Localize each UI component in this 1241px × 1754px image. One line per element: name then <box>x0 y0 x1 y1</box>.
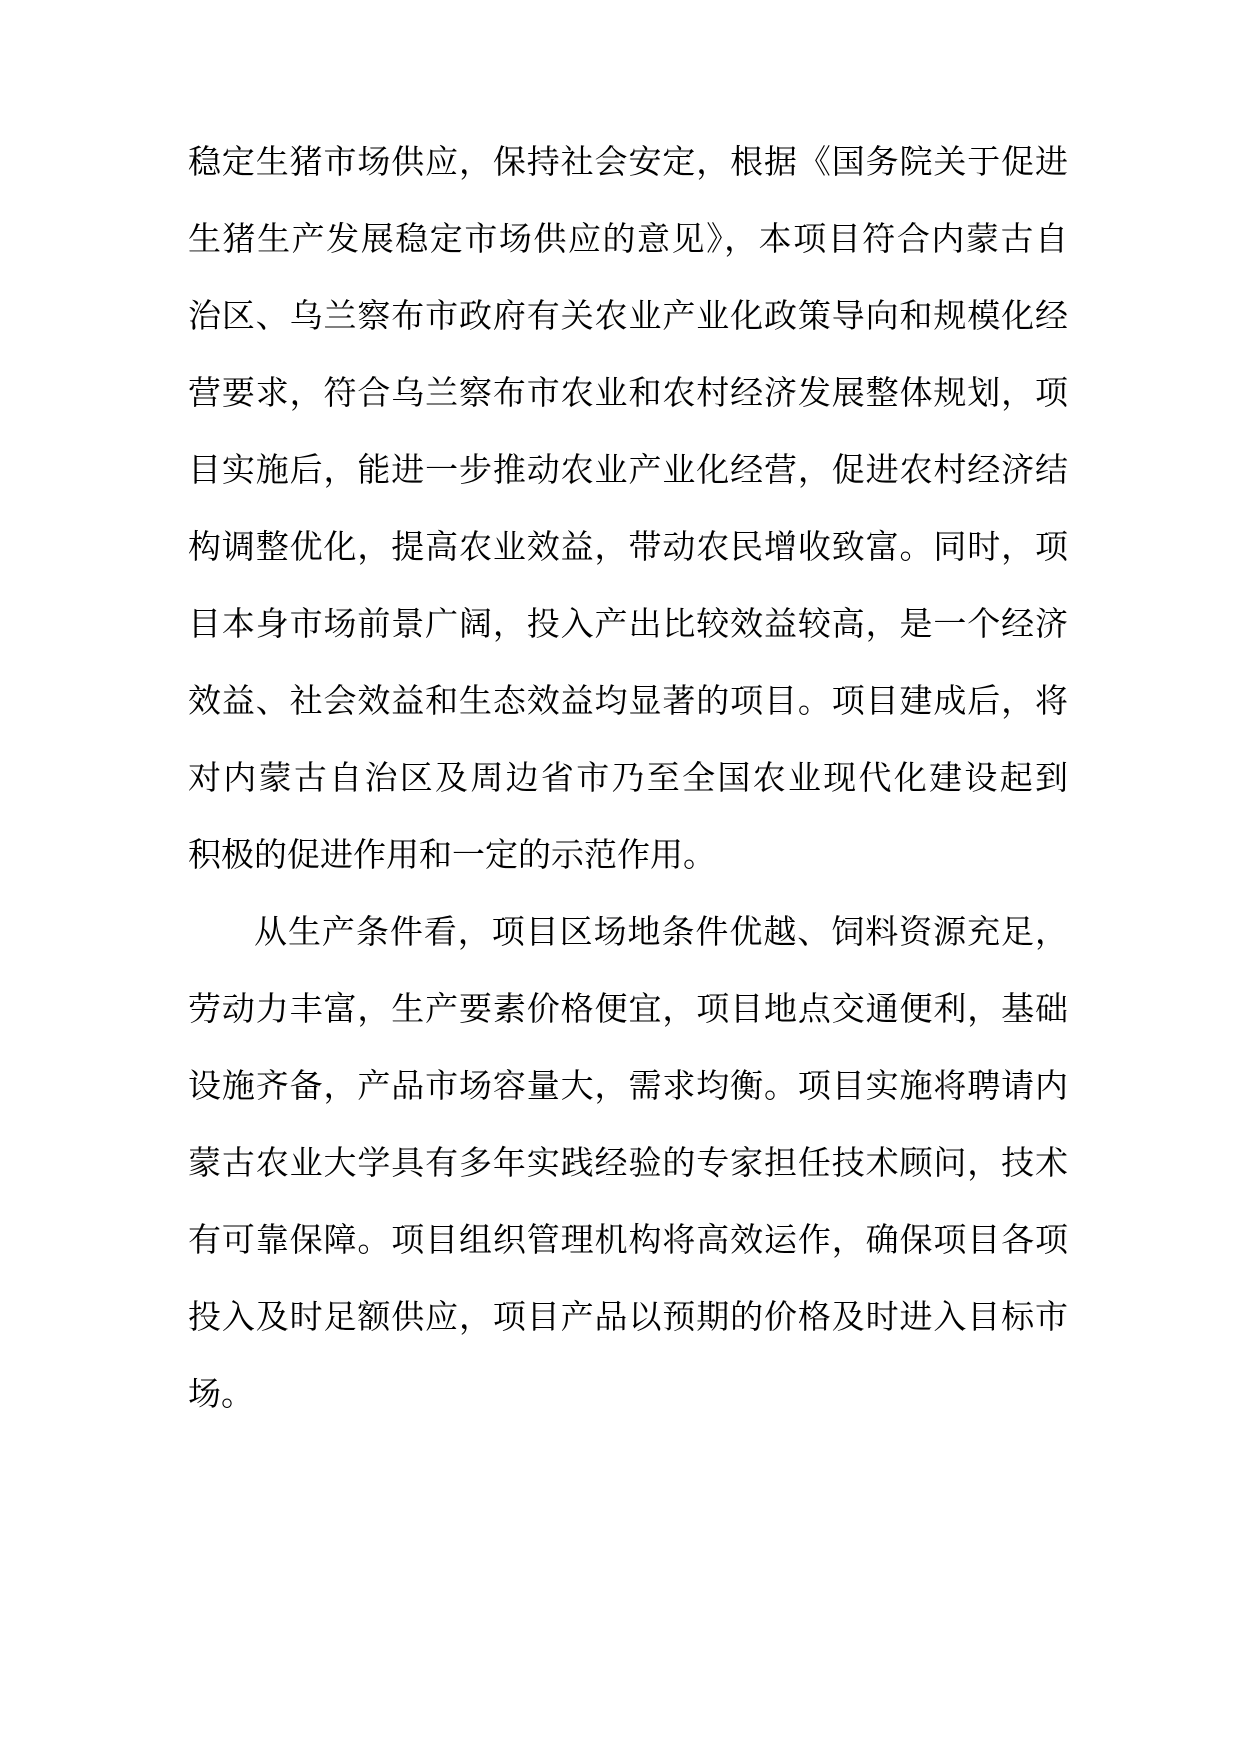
paragraph-2-line-6: 投入及时足额供应，项目产品以预期的价格及时进入目标市 <box>188 1297 1068 1336</box>
paragraph-2-line-7: 场。 <box>188 1374 254 1413</box>
paragraph-1-line-1: 稳定生猪市场供应，保持社会安定，根据《国务院关于促进 <box>188 142 1068 181</box>
paragraph-1-line-6: 构调整优化，提高农业效益，带动农民增收致富。同时，项 <box>188 527 1068 566</box>
paragraph-2-line-2: 劳动力丰富，生产要素价格便宜，项目地点交通便利，基础 <box>188 989 1068 1028</box>
paragraph-2-line-4: 蒙古农业大学具有多年实践经验的专家担任技术顾问，技术 <box>188 1143 1068 1182</box>
paragraph-1-line-5: 目实施后，能进一步推动农业产业化经营，促进农村经济结 <box>188 450 1068 489</box>
paragraph-2-line-1: 从生产条件看，项目区场地条件优越、饲料资源充足， <box>254 912 1068 951</box>
paragraph-1-line-3: 治区、乌兰察布市政府有关农业产业化政策导向和规模化经 <box>188 296 1068 335</box>
paragraph-1-line-7: 目本身市场前景广阔，投入产出比较效益较高，是一个经济 <box>188 604 1068 643</box>
paragraph-1-line-2: 生猪生产发展稳定市场供应的意见》，本项目符合内蒙古自 <box>188 219 1068 258</box>
paragraph-2-line-3: 设施齐备，产品市场容量大，需求均衡。项目实施将聘请内 <box>188 1066 1068 1105</box>
paragraph-1-line-9: 对内蒙古自治区及周边省市乃至全国农业现代化建设起到 <box>188 758 1068 797</box>
paragraph-1-line-4: 营要求，符合乌兰察布市农业和农村经济发展整体规划，项 <box>188 373 1068 412</box>
paragraph-2-line-5: 有可靠保障。项目组织管理机构将高效运作，确保项目各项 <box>188 1220 1068 1259</box>
paragraph-1-line-8: 效益、社会效益和生态效益均显著的项目。项目建成后，将 <box>188 681 1068 720</box>
paragraph-1-line-10: 积极的促进作用和一定的示范作用。 <box>188 835 716 874</box>
